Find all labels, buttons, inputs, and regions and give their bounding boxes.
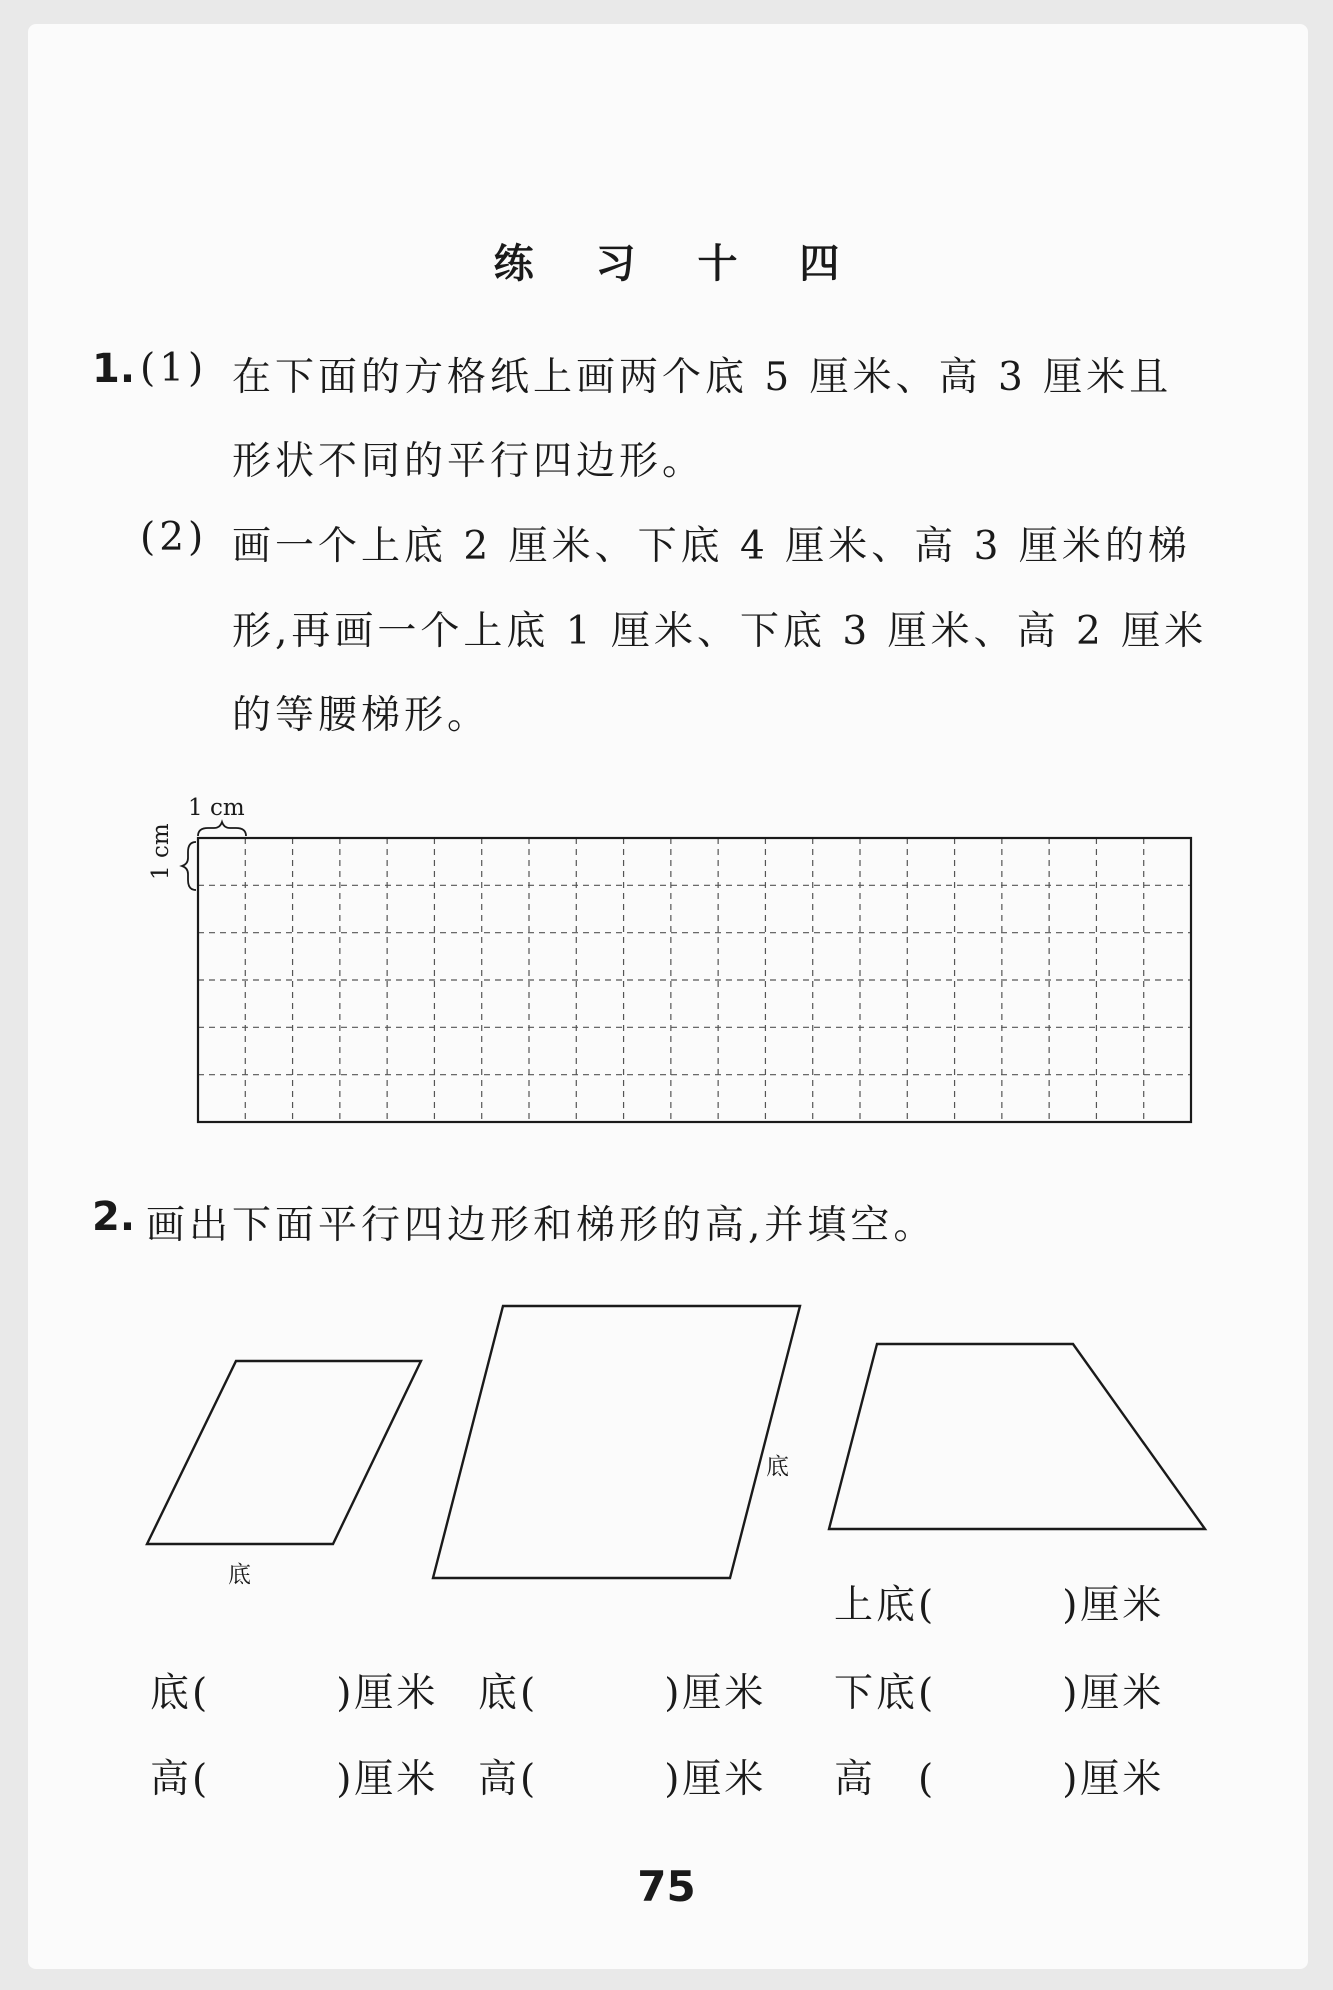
- parallelogram-2-base-blank[interactable]: 底( )厘米: [478, 1671, 767, 1716]
- unit-brace-horizontal: [198, 822, 246, 836]
- square-grid-paper[interactable]: [198, 838, 1191, 1122]
- question-1-part-2-line-1: 画一个上底 2 厘米、下底 4 厘米、高 3 厘米的梯: [232, 524, 1191, 569]
- parallelogram-1-height-blank[interactable]: 高( )厘米: [150, 1757, 439, 1802]
- grid-unit-label-horizontal: 1 cm: [188, 795, 245, 821]
- question-1-part-2-line-2: 形,再画一个上底 1 厘米、下底 3 厘米、高 2 厘米: [232, 609, 1208, 654]
- page-number: 75: [637, 1862, 696, 1911]
- parallelogram-1-base-label: 底: [228, 1562, 251, 1588]
- trapezoid[interactable]: [829, 1344, 1205, 1529]
- question-2-text: 画出下面平行四边形和梯形的高,并填空。: [146, 1203, 937, 1248]
- parallelogram-2[interactable]: [433, 1306, 800, 1578]
- parallelogram-2-base-label: 底: [766, 1454, 789, 1480]
- parallelogram-2-height-blank[interactable]: 高( )厘米: [478, 1757, 767, 1802]
- question-1-part-2-label: (2): [140, 515, 208, 560]
- question-1-part-2-line-3: 的等腰梯形。: [232, 693, 491, 738]
- question-2-number: 2.: [92, 1194, 136, 1240]
- trapezoid-bottom-base-blank[interactable]: 下底( )厘米: [834, 1671, 1165, 1716]
- question-1-part-1-line-1: 在下面的方格纸上画两个底 5 厘米、高 3 厘米且: [232, 355, 1173, 400]
- grid-unit-label-vertical: 1 cm: [148, 823, 174, 880]
- parallelogram-1[interactable]: [147, 1361, 421, 1544]
- trapezoid-height-blank[interactable]: 高 ( )厘米: [834, 1757, 1165, 1802]
- question-1-number: 1.: [92, 346, 136, 392]
- page-title: 练 习 十 四: [493, 241, 864, 287]
- trapezoid-top-base-blank[interactable]: 上底( )厘米: [834, 1583, 1165, 1628]
- question-1-part-1-line-2: 形状不同的平行四边形。: [232, 439, 706, 484]
- unit-brace-vertical: [182, 842, 196, 890]
- parallelogram-1-base-blank[interactable]: 底( )厘米: [150, 1671, 439, 1716]
- question-1-part-1-label: (1): [140, 346, 208, 391]
